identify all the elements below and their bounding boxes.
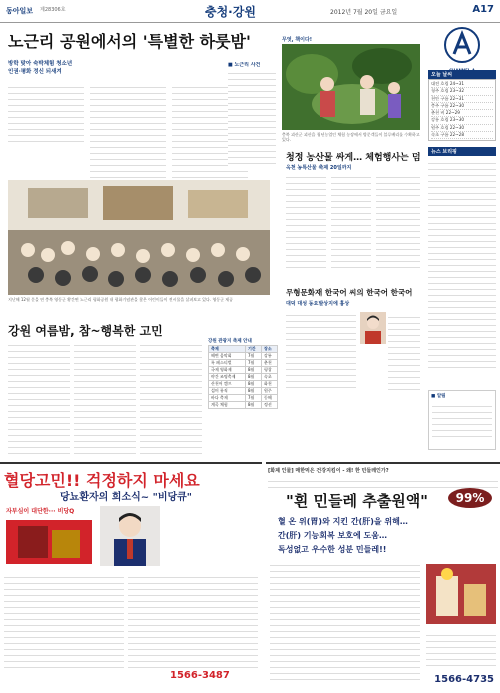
list-item: 청주 흐림 23~32 bbox=[431, 88, 493, 95]
ad2-headline: "흰 민들레 추출원액" bbox=[286, 492, 428, 510]
issue-date: 2012년 7월 20일 금요일 bbox=[330, 9, 398, 16]
article3-body-col3 bbox=[376, 172, 420, 272]
article2-photo-caption: 충북 괴산군 괴산읍 청년농업인 체험 농장에서 방문객들이 블루베리를 수확하고 있다. bbox=[282, 132, 420, 142]
article4-side-text bbox=[388, 312, 420, 390]
ad-diabetes bbox=[0, 462, 262, 693]
article3-headline: 청정 농산물 싸게… 체험행사는 덤 bbox=[286, 153, 421, 163]
table-cell: 강릉 bbox=[261, 353, 277, 360]
table-cell: 계곡 체험 bbox=[209, 402, 246, 409]
ad1-phone: 1566-3487 bbox=[170, 670, 230, 681]
col-header: 축제 bbox=[209, 346, 246, 353]
person-portrait-image bbox=[360, 312, 386, 344]
article3-subhead: 옥천 농특산물 축제 20일까지 bbox=[286, 165, 352, 171]
ad2-line3: 독성없고 우수한 성분 민들레!! bbox=[278, 545, 387, 554]
article3-body-col1 bbox=[286, 172, 326, 272]
ad2-percent-badge: 99% bbox=[448, 488, 492, 508]
ad2-product-image bbox=[426, 564, 496, 624]
news-briefing-title: 뉴스 브리핑 bbox=[428, 147, 496, 156]
page-number: A17 bbox=[472, 4, 494, 15]
table-cell: 정선 bbox=[261, 402, 277, 409]
list-item: 원주 흐림 22~30 bbox=[431, 125, 493, 132]
article1-photo-caption: 지난해 12월 문을 연 충북 영동군 황간면 노근리 평화공원 내 평화기념관을 찾은 어린이들이 전시물을 살펴보고 있다. 영동군 제공 bbox=[8, 297, 234, 302]
table-cell: 화천 bbox=[261, 381, 277, 388]
article1-side-text: ■ 노근리 사건 bbox=[228, 62, 276, 172]
table-cell: 평창 bbox=[261, 367, 277, 374]
ad2-phone: 1566-4735 bbox=[434, 674, 494, 685]
article5-body-col1 bbox=[8, 340, 70, 455]
article1-sub2: 인권·평화 정신 되새겨 bbox=[8, 69, 62, 75]
ad1-portrait bbox=[100, 506, 160, 566]
table-cell: 섬머 뮤직 bbox=[209, 388, 246, 395]
table-cell: 8월 bbox=[246, 402, 262, 409]
ad1-subhead: 당뇨환자의 희소식~ "비당큐" bbox=[60, 492, 193, 503]
news-briefing-body bbox=[428, 158, 496, 368]
table-cell: 8월 bbox=[246, 381, 262, 388]
ad1-product-box bbox=[6, 520, 92, 564]
list-item: 강릉 흐림 23~30 bbox=[431, 117, 493, 124]
table-row bbox=[209, 402, 278, 409]
list-item: 대전 흐림 24~31 bbox=[431, 81, 493, 88]
list-item: 춘천 비 22~29 bbox=[431, 110, 493, 117]
ad2-side-text bbox=[426, 630, 496, 670]
blueberry-farm-image bbox=[282, 44, 420, 130]
museum-children-image bbox=[8, 180, 270, 295]
ad1-headline: 혈당고민!! 걱정하지 마세요 bbox=[4, 471, 200, 490]
table-cell: 춘천 bbox=[261, 360, 277, 367]
table-cell: 8월 bbox=[246, 374, 262, 381]
channel-a-icon bbox=[442, 26, 482, 64]
ad2-line1: 혈 온 위(胃)와 지킨 간(肝)을 위해… bbox=[278, 517, 408, 526]
weather-list bbox=[428, 79, 496, 141]
table-row bbox=[209, 395, 278, 402]
ad-dandelion bbox=[266, 462, 500, 693]
article1-headline: 노근리 공원에서의 '특별한 하룻밤' bbox=[8, 32, 251, 51]
table-row bbox=[209, 374, 278, 381]
channel-a-logo bbox=[428, 26, 496, 73]
article4-portrait bbox=[360, 312, 386, 344]
col-header: 장소 bbox=[261, 346, 277, 353]
table-cell: 8월 bbox=[246, 367, 262, 374]
table-cell: 7월 bbox=[246, 353, 262, 360]
table-cell: 원주 bbox=[261, 388, 277, 395]
table-cell: 바다 축제 bbox=[209, 395, 246, 402]
article1-subhead bbox=[8, 60, 72, 76]
festival-table-grid bbox=[208, 345, 278, 409]
table-row bbox=[209, 367, 278, 374]
ad1-brand: 자부심이 대단한··· 비당Q bbox=[6, 508, 75, 515]
table-cell: 속초 bbox=[261, 374, 277, 381]
article1-body-col2 bbox=[90, 82, 166, 178]
festival-table-header bbox=[209, 346, 278, 353]
table-cell: 록 페스티벌 bbox=[209, 360, 246, 367]
article1-body-col1 bbox=[8, 82, 84, 178]
doctor-portrait-image bbox=[100, 506, 160, 566]
table-row bbox=[209, 381, 278, 388]
table-cell: 산천어 캠프 bbox=[209, 381, 246, 388]
col-header: 기간 bbox=[246, 346, 262, 353]
table-cell: 해변 음악회 bbox=[209, 353, 246, 360]
article4-body bbox=[286, 310, 356, 390]
product-box-image bbox=[6, 520, 92, 564]
weather-title: 오늘 날씨 bbox=[428, 70, 496, 79]
section-title: 충청·강원 bbox=[205, 5, 256, 19]
ad2-line2: 간(肝) 기능회복 보호에 도움… bbox=[278, 531, 387, 540]
ad2-topline: [화제 인물] 매한먹은 건강지킴이 - 왜! 한 민들레인가? bbox=[268, 468, 389, 474]
table-cell: 야간 조명축제 bbox=[209, 374, 246, 381]
festival-table bbox=[208, 338, 278, 409]
article1-sub1: 방학 맞아 숙박체험 청소년 bbox=[8, 61, 73, 67]
table-cell: 국제 영화제 bbox=[209, 367, 246, 374]
ad2-body bbox=[270, 560, 420, 680]
table-row bbox=[209, 353, 278, 360]
article4-headline: 무형문화재 한국어 씨의 한국어 한국어 bbox=[286, 288, 413, 297]
article3-body-col2 bbox=[331, 172, 371, 272]
ad1-body-left bbox=[4, 572, 124, 672]
table-cell: 7월 bbox=[246, 395, 262, 402]
table-row bbox=[209, 360, 278, 367]
list-item: 속초 구름 22~28 bbox=[431, 132, 493, 139]
article4-subhead: 대덕 대성 동요발상지에 흉상 bbox=[286, 301, 350, 307]
article5-headline: 강원 여름밤, 참~행복한 고민 bbox=[8, 324, 163, 338]
festival-table-title: 강원 관광지 축제 안내 bbox=[208, 339, 252, 344]
dandelion-product-image bbox=[426, 564, 496, 624]
article5-body-col3 bbox=[140, 340, 202, 455]
table-cell: 동해 bbox=[261, 395, 277, 402]
table-cell: 7월 bbox=[246, 360, 262, 367]
issue-number: 제28306호 bbox=[40, 7, 66, 13]
sidebar bbox=[428, 26, 496, 456]
table-row bbox=[209, 388, 278, 395]
ad1-body-right bbox=[128, 572, 258, 672]
channel-label: CHANNEL A bbox=[449, 68, 475, 73]
article5-body-col2 bbox=[74, 340, 136, 455]
article2-photo bbox=[282, 44, 420, 130]
list-item: 천안 구름 22~31 bbox=[431, 96, 493, 103]
masthead-logo: 동아일보 bbox=[6, 7, 34, 15]
article1-photo bbox=[8, 180, 270, 295]
list-item: 충주 구름 22~30 bbox=[431, 103, 493, 110]
article2-tag: 무엇, 책이다! bbox=[282, 37, 313, 43]
sidebar-box: ■ 알림 bbox=[428, 390, 496, 450]
newspaper-header bbox=[0, 0, 500, 23]
table-cell: 8월 bbox=[246, 388, 262, 395]
